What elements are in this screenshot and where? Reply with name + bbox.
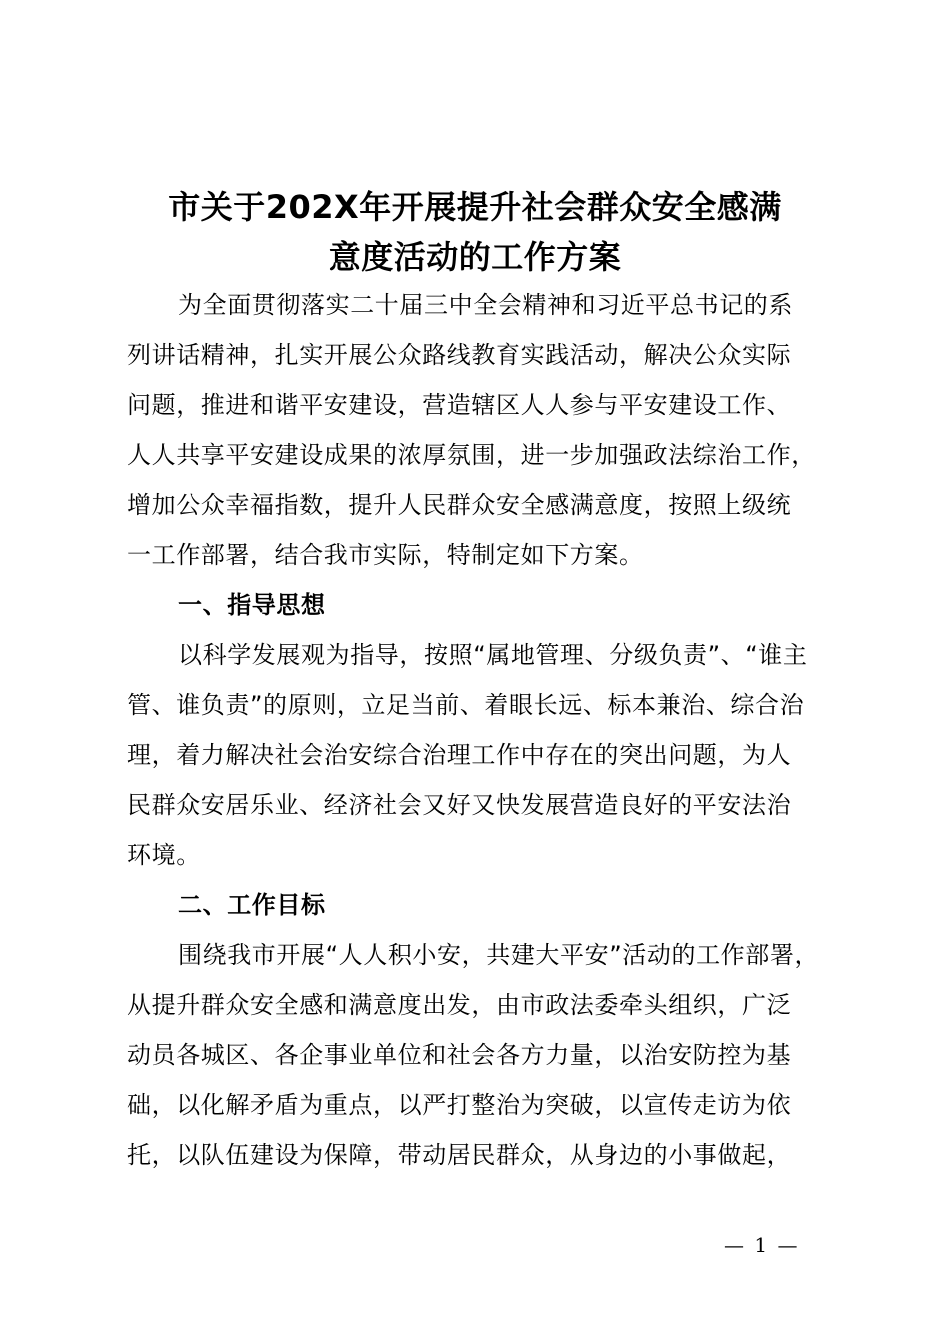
section2-heading: 二、工作目标	[178, 891, 326, 919]
section1-line-5: 环境。	[127, 841, 201, 869]
page-number: — 1 —	[724, 1233, 800, 1257]
section2-line-5: 托，以队伍建设为保障，带动居民群众，从身边的小事做起，	[127, 1141, 792, 1169]
section2-line-2: 从提升群众安全感和满意度出发，由市政法委牵头组织，广泛	[127, 991, 792, 1019]
section1-heading: 一、指导思想	[178, 591, 326, 619]
intro-line-3: 问题，推进和谐平安建设，营造辖区人人参与平安建设工作、	[127, 391, 792, 419]
section1-line-1: 以科学发展观为指导，按照“属地管理、分级负责”、“谁主	[178, 641, 808, 669]
section1-line-2: 管、谁负责”的原则，立足当前、着眼长远、标本兼治、综合治	[127, 691, 805, 719]
section2-line-1: 围绕我市开展“人人积小安，共建大平安”活动的工作部署，	[178, 941, 820, 969]
document-title-line-2: 意度活动的工作方案	[328, 238, 622, 276]
document-title-line-1: 市关于202X年开展提升社会群众安全感满	[168, 188, 782, 226]
section1-line-3: 理，着力解决社会治安综合治理工作中存在的突出问题，为人	[127, 741, 792, 769]
section1-line-4: 民群众安居乐业、经济社会又好又快发展营造良好的平安法治	[127, 791, 792, 819]
section2-line-3: 动员各城区、各企事业单位和社会各方力量，以治安防控为基	[127, 1041, 792, 1069]
intro-line-4: 人人共享平安建设成果的浓厚氛围，进一步加强政法综治工作，	[127, 441, 816, 469]
intro-line-2: 列讲话精神，扎实开展公众路线教育实践活动，解决公众实际	[127, 341, 792, 369]
intro-line-6: 一工作部署，结合我市实际，特制定如下方案。	[127, 541, 644, 569]
intro-line-5: 增加公众幸福指数，提升人民群众安全感满意度，按照上级统	[127, 491, 792, 519]
section2-line-4: 础，以化解矛盾为重点，以严打整治为突破，以宣传走访为依	[127, 1091, 792, 1119]
intro-line-1: 为全面贯彻落实二十届三中全会精神和习近平总书记的系	[178, 291, 793, 319]
